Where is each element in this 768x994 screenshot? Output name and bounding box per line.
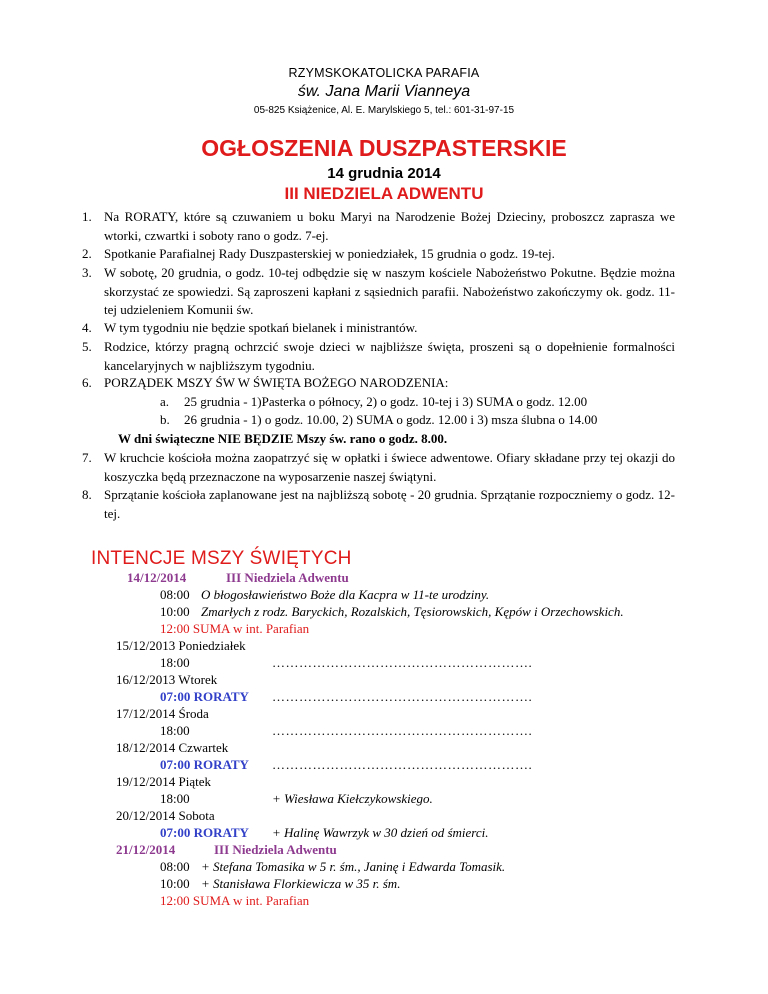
announcement-text: PORZĄDEK MSZY ŚW W ŚWIĘTA BOŻEGO NARODZENIA: <box>104 375 449 390</box>
parish-name: św. Jana Marii Vianneya <box>297 83 471 100</box>
mass-time: 10:00 <box>160 876 190 891</box>
announcement-text: Rodzice, którzy pragną ochrzcić swoje dzieci w najbliższe święta, proszeni są o dopełnienie formalności kancelaryjnych w najbliższym tygodniu. <box>104 339 675 373</box>
mass-intention: Zmarłych z rodz. Baryckich, Rozalskich, Tęsiorowskich, Kępów i Orzechowskich. <box>201 604 624 619</box>
mass-time: 08:00 <box>160 587 190 602</box>
intention-placeholder-dots: …………………………………………………. <box>272 689 533 704</box>
mass-time: 18:00 <box>160 791 190 806</box>
announcement-number: 8. <box>82 487 92 502</box>
intention-day: 18/12/2014 Czwartek <box>116 740 229 755</box>
intention-day: 19/12/2014 Piątek <box>116 774 211 789</box>
announcement-number: 2. <box>82 246 92 261</box>
intentions-title: INTENCJE MSZY ŚWIĘTYCH <box>91 548 352 569</box>
announcement-number: 5. <box>82 339 92 354</box>
mass-intention: + Stanisława Florkiewicza w 35 r. śm. <box>201 876 401 891</box>
mass-intention: + Stefana Tomasika w 5 r. śm., Janinę i Edwarda Tomasik. <box>201 859 506 874</box>
intention-day: 17/12/2014 Środa <box>116 706 209 721</box>
parish-address: 05-825 Książenice, Al. E. Marylskiego 5, tel.: 601-31-97-15 <box>253 105 515 116</box>
intention-day-date: 14/12/2014 <box>127 570 187 585</box>
announcement-text: Sprzątanie kościoła zaplanowane jest na najbliższą sobotę - 20 grudnia. Sprzątanie rozpoczniemy o godz. 12-tej. <box>104 487 675 521</box>
christmas-mass-letter: a. <box>160 394 170 409</box>
intention-day: 16/12/2013 Wtorek <box>116 672 218 687</box>
intention-placeholder-dots: …………………………………………………. <box>272 757 533 772</box>
announcement-text: W tym tygodniu nie będzie spotkań bielanek i ministrantów. <box>104 320 418 335</box>
christmas-mass-letter: b. <box>160 412 170 427</box>
mass-intention: + Halinę Wawrzyk w 30 dzień od śmierci. <box>272 825 489 840</box>
intention-day: 15/12/2013 Poniedziałek <box>116 638 246 653</box>
mass-intention: O błogosławieństwo Boże dla Kacpra w 11-te urodziny. <box>201 587 490 602</box>
announcement-text: W kruchcie kościoła można zaopatrzyć się w opłatki i świece adwentowe. Ofiary składane przy tej okazji do koszyczka będą przeznaczone na wyposarzenie naszej świątyni. <box>104 450 675 484</box>
mass-time-roraty: 07:00 RORATY <box>160 825 249 840</box>
bulletin-date: 14 grudnia 2014 <box>327 165 441 182</box>
parish-header-line1: RZYMSKOKATOLICKA PARAFIA <box>288 66 480 80</box>
announcement-number: 1. <box>82 209 92 224</box>
intention-day-name: III Niedziela Adwentu <box>226 570 349 585</box>
mass-time: 08:00 <box>160 859 190 874</box>
announcement-text: Spotkanie Parafialnej Rady Duszpasterskiej w poniedziałek, 15 grudnia o godz. 19-tej. <box>104 246 555 261</box>
announcement-text: W sobotę, 20 grudnia, o godz. 10-tej odbędzie się w naszym kościele Nabożeństwo Pokutne. Będzie można skorzystać ze spowiedzi. Są zaproszeni kapłani z sąsiednich parafii. Nabożeństwo zakończymy ok. godz. 11-tej udzieleniem Komunii św. <box>104 265 675 317</box>
christmas-mass-text: 26 grudnia - 1) o godz. 10.00, 2) SUMA o godz. 12.00 i 3) msza ślubna o 14.00 <box>184 412 598 427</box>
christmas-note: W dni świąteczne NIE BĘDZIE Mszy św. rano o godz. 8.00. <box>118 431 448 446</box>
page-title: OGŁOSZENIA DUSZPASTERSKIE <box>201 135 567 161</box>
intention-placeholder-dots: …………………………………………………. <box>272 723 533 738</box>
intention-day: 20/12/2014 Sobota <box>116 808 215 823</box>
intention-placeholder-dots: …………………………………………………. <box>272 655 533 670</box>
christmas-mass-text: 25 grudnia - 1)Pasterka o północy, 2) o godz. 10-tej i 3) SUMA o godz. 12.00 <box>184 394 588 409</box>
mass-time: 18:00 <box>160 723 190 738</box>
liturgical-sunday: III NIEDZIELA ADWENTU <box>284 184 484 203</box>
announcement-number: 4. <box>82 320 92 335</box>
announcement-number: 6. <box>82 375 92 390</box>
mass-intention: + Wiesława Kiełczykowskiego. <box>272 791 433 806</box>
announcement-number: 3. <box>82 265 92 280</box>
announcement-text: Na RORATY, które są czuwaniem u boku Maryi na Narodzenie Bożej Dzieciny, proboszcz zaprasza we wtorki, czwartki i soboty rano o godz. 7-ej. <box>104 209 675 243</box>
mass-suma: 12:00 SUMA w int. Parafian <box>160 893 310 908</box>
mass-time: 18:00 <box>160 655 190 670</box>
intention-day-date: 21/12/2014 <box>116 842 176 857</box>
intention-day-name: III Niedziela Adwentu <box>214 842 337 857</box>
mass-time-roraty: 07:00 RORATY <box>160 689 249 704</box>
mass-time: 10:00 <box>160 604 190 619</box>
mass-suma: 12:00 SUMA w int. Parafian <box>160 621 310 636</box>
mass-time-roraty: 07:00 RORATY <box>160 757 249 772</box>
announcement-number: 7. <box>82 450 92 465</box>
